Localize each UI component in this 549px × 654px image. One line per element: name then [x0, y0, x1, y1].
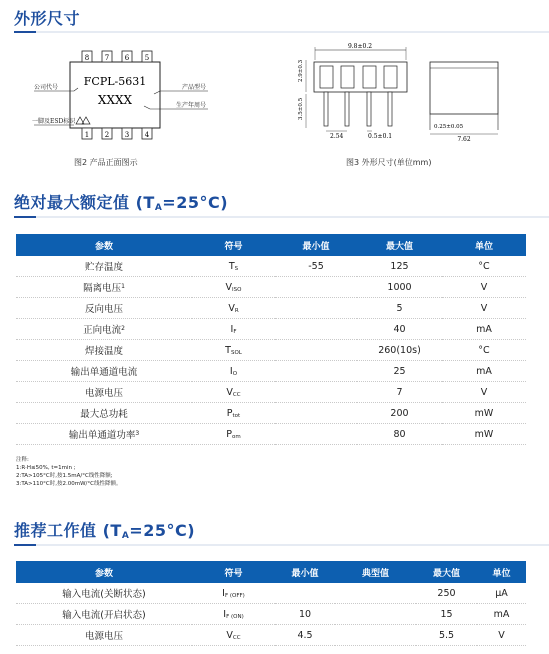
max-cell: 5 — [357, 298, 442, 319]
max-cell: 125 — [357, 256, 442, 277]
min-cell — [275, 340, 357, 361]
dim-lead-thickness-label: 0.25±0.05 — [434, 124, 464, 130]
unit-cell: mA — [442, 361, 526, 382]
dim-body-height-label: 2.9±0.3 — [298, 59, 304, 82]
min-cell — [275, 583, 335, 604]
pin-3-number: 3 — [124, 131, 130, 139]
abs-title-subscript: A — [154, 203, 163, 213]
col-header-min: 最小值 — [275, 234, 357, 256]
min-cell — [275, 277, 357, 298]
symbol-cell: $I_F$ — [192, 319, 275, 340]
param-cell: 输出单通道功率$^3$ — [16, 424, 192, 445]
col-header-typ: 典型值 — [335, 561, 416, 583]
note-line-3: 3:TA>110°C时,按2.00mW/°C线性降额。 — [16, 481, 122, 487]
recommended-section-title — [14, 518, 195, 541]
symbol-cell: $V_{CC}$ — [192, 625, 275, 646]
rec-title-subscript: A — [121, 531, 130, 541]
min-cell — [275, 298, 357, 319]
symbol-cell: $I_O$ — [192, 361, 275, 382]
abs-title-prefix: 绝对最大额定值 (T — [14, 193, 155, 212]
table-row — [16, 403, 526, 424]
unit-cell: mA — [477, 604, 526, 625]
recommended-operating-table — [16, 561, 526, 646]
absolute-max-ratings-table — [16, 234, 526, 445]
symbol-cell: $T_{SOL}$ — [192, 340, 275, 361]
notes-block — [16, 456, 121, 488]
col-header-max: 最大值 — [416, 561, 477, 583]
symbol-cell: $V_R$ — [192, 298, 275, 319]
rec-title-prefix: 推荐工作值 (T — [14, 521, 122, 540]
pin-7-number: 7 — [104, 54, 110, 62]
min-cell — [275, 382, 357, 403]
max-cell: 250 — [416, 583, 477, 604]
pin1-esd-label: 一脚及ESD标识 — [32, 118, 76, 125]
min-cell — [275, 403, 357, 424]
max-cell: 260(10s) — [357, 340, 442, 361]
table-row — [16, 382, 526, 403]
col-header-max: 最大值 — [357, 234, 442, 256]
param-cell: 输入电流(开启状态) — [16, 604, 192, 625]
package-end-view — [430, 62, 498, 114]
symbol-cell: $V_{ISO}$ — [192, 277, 275, 298]
min-cell: -55 — [275, 256, 357, 277]
package-dimension-drawing — [278, 38, 508, 143]
unit-cell: μA — [477, 583, 526, 604]
table-row — [16, 340, 526, 361]
symbol-cell: $P_{om}$ — [192, 424, 275, 445]
typ-cell — [335, 604, 416, 625]
param-cell: 电源电压 — [16, 625, 192, 646]
param-cell: 电源电压 — [16, 382, 192, 403]
min-cell: 4.5 — [275, 625, 335, 646]
table-row — [16, 424, 526, 445]
param-cell: 隔离电压$^1$ — [16, 277, 192, 298]
pin-1-number: 1 — [84, 131, 90, 139]
table-row — [16, 298, 526, 319]
param-cell: 正向电流$^2$ — [16, 319, 192, 340]
param-cell: 贮存温度 — [16, 256, 192, 277]
abs-title-suffix: =25°C) — [162, 193, 229, 212]
max-cell: 25 — [357, 361, 442, 382]
unit-cell: °C — [442, 256, 526, 277]
pin-8-number: 8 — [84, 54, 90, 62]
min-cell — [275, 319, 357, 340]
figure2-caption: 图2 产品正面图示 — [74, 158, 138, 167]
symbol-cell: $T_S$ — [192, 256, 275, 277]
dim-width-label: 9.8±0.2 — [347, 43, 373, 50]
product-marking: XXXX — [97, 93, 133, 107]
unit-cell: V — [442, 298, 526, 319]
table-row — [16, 361, 526, 382]
product-model-leader — [154, 91, 208, 94]
company-code-label: 公司代号 — [34, 84, 59, 91]
col-header-symbol: 符号 — [192, 234, 275, 256]
col-header-param: 参数 — [16, 234, 192, 256]
max-cell: 15 — [416, 604, 477, 625]
top-pin-row — [82, 51, 152, 62]
dim-row-spacing-label: 7.62 — [457, 136, 471, 143]
max-cell: 5.5 — [416, 625, 477, 646]
min-cell — [275, 424, 357, 445]
col-header-symbol: 符号 — [192, 561, 275, 583]
typ-cell — [335, 583, 416, 604]
production-week-label: 生产年周号 — [175, 102, 206, 109]
col-header-param: 参数 — [16, 561, 192, 583]
table-row — [16, 319, 526, 340]
notes-title: 注释: — [16, 457, 29, 463]
package-front-view-figure — [30, 48, 210, 148]
pin-4-number: 4 — [144, 131, 150, 139]
unit-cell: mA — [442, 319, 526, 340]
table-header-row — [16, 234, 526, 256]
typ-cell — [335, 625, 416, 646]
max-cell: 1000 — [357, 277, 442, 298]
col-header-unit: 单位 — [477, 561, 526, 583]
symbol-cell: $I_{F (ON)}$ — [192, 604, 275, 625]
max-cell: 80 — [357, 424, 442, 445]
max-cell: 7 — [357, 382, 442, 403]
max-cell: 200 — [357, 403, 442, 424]
param-cell: 输入电流(关断状态) — [16, 583, 192, 604]
col-header-unit: 单位 — [442, 234, 526, 256]
table-row — [16, 256, 526, 277]
unit-cell: mW — [442, 403, 526, 424]
table-header-row — [16, 561, 526, 583]
dim-lead-length-label: 3.5±0.5 — [298, 97, 304, 120]
unit-cell: mW — [442, 424, 526, 445]
table-row — [16, 625, 526, 646]
figure3-caption: 图3 外形尺寸(单位mm) — [346, 158, 432, 167]
unit-cell: °C — [442, 340, 526, 361]
param-cell: 输出单通道电流 — [16, 361, 192, 382]
col-header-min: 最小值 — [275, 561, 335, 583]
note-line-2: 2:TA>105°C时,按1.5mA/°C线性降额; — [16, 473, 113, 479]
bottom-pin-row — [82, 128, 152, 139]
product-model-label: 产品型号 — [181, 84, 206, 91]
min-cell: 10 — [275, 604, 335, 625]
pin-2-number: 2 — [104, 131, 110, 139]
param-cell: 最大总功耗 — [16, 403, 192, 424]
pin-6-number: 6 — [124, 54, 130, 62]
dim-lead-width-label: 0.5±0.1 — [368, 133, 393, 140]
unit-cell: V — [477, 625, 526, 646]
param-cell: 焊接温度 — [16, 340, 192, 361]
dim-pitch-label: 2.54 — [330, 133, 344, 140]
table-row — [16, 277, 526, 298]
param-cell: 反向电压 — [16, 298, 192, 319]
part-number-marking: FCPL-5631 — [83, 75, 147, 88]
table-row — [16, 583, 526, 604]
absolute-max-section-title — [14, 190, 228, 213]
dimensions-section-title: 外形尺寸 — [14, 9, 81, 28]
absolute-max-title-rule — [14, 216, 549, 218]
symbol-cell: $P_{tot}$ — [192, 403, 275, 424]
table-row — [16, 604, 526, 625]
unit-cell: V — [442, 382, 526, 403]
symbol-cell: $I_{F (OFF)}$ — [192, 583, 275, 604]
min-cell — [275, 361, 357, 382]
recommended-title-rule — [14, 544, 549, 546]
rec-title-suffix: =25°C) — [129, 521, 196, 540]
unit-cell: V — [442, 277, 526, 298]
note-line-1: 1:R·H≤50%, t=1min ; — [16, 465, 76, 471]
package-leads — [324, 92, 392, 126]
symbol-cell: $V_{CC}$ — [192, 382, 275, 403]
max-cell: 40 — [357, 319, 442, 340]
dimensions-title-rule — [14, 31, 549, 33]
pin-5-number: 5 — [144, 54, 150, 62]
